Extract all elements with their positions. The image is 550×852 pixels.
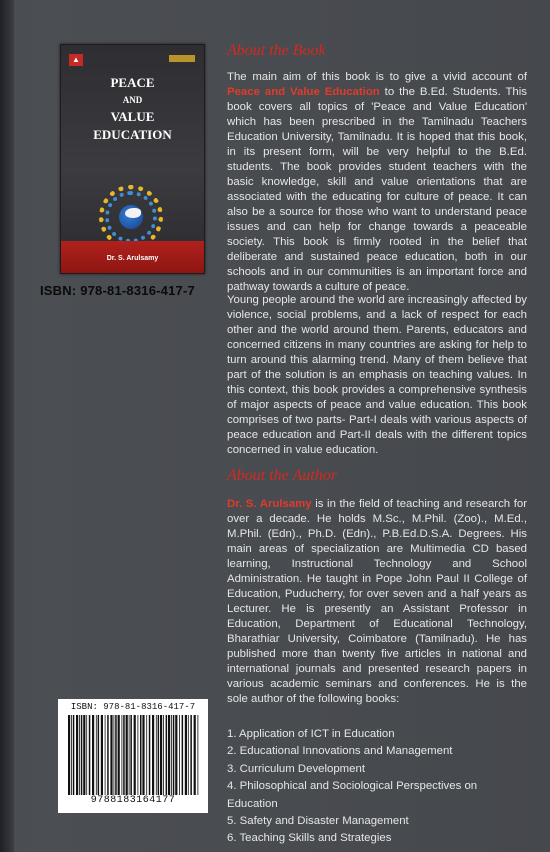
p1-post: to the B.Ed. Students. This book covers all topics of 'Peace and Value Education' which has been prescribed in the Tamilnadu Teachers Education University, Tamilnadu. It is hoped that this book, in its present form, will be very helpful to the B.Ed. students. The book provides student teachers with the basic knowledge, skill and value orientations that are associated with the educating for culture of peace. It can also be a source for those who want to understand peace issues and can help for change towards a peaceable society. This book is firmly rooted in the belief that deliberate and sustained peace education, both in our schools and in our communities is an important force and pathway towards a culture of peace.: [227, 86, 527, 293]
list-item: 3. Curriculum Development: [227, 762, 366, 775]
author-bio: is in the field of teaching and research for over a decade. He holds M.Sc., M.Phil. (Zoo)., M.Ed., M.Phil. (Edn)., Ph.D. (Edn)., P.B.Ed.D.S.A. Degrees. His main areas of specialization are Multimedia CD based learning, Instructional Technology and School Administration. He taught in Pope John Paul II College of Education, Puducherry, for over seven and a half years as Lecturer. He is presently an Assistant Professor in Education, Department of Educational Technology, Bharathiar University, Coimbatore (Tamilnadu). He has published more than twenty five articles in national and international journals and presented research papers in various academic seminars and conferences. He is the sole author of the following books:: [227, 498, 527, 705]
about-author-paragraph: [227, 497, 527, 707]
list-item: 4. Philosophical and Sociological Perspectives on Education: [227, 780, 478, 810]
about-author-heading: About the Author: [227, 467, 337, 484]
dove-icon: [125, 208, 141, 218]
thumb-title-line-3: VALUE: [110, 109, 155, 124]
barcode-number: 9788183164177: [90, 795, 176, 806]
barcode-icon: [66, 715, 200, 795]
author-name: Dr. S. Arulsamy: [227, 498, 312, 510]
spine-shadow: [0, 0, 14, 852]
list-item: 6. Teaching Skills and Strategies: [227, 832, 392, 845]
barcode-box: [58, 699, 208, 813]
isbn-label: ISBN: 978-81-8316-417-7: [40, 283, 195, 298]
about-book-paragraph-2: Young people around the world are increasingly affected by violence, social problems, and a lack of respect for each other and the world around them. Parents, educators and concerned citizens in many countries are asking for help to turn around this alarming trend. Many of them believe that part of the solution is an emphasis on teaching values. In this context, this book provides a comprehensive synthesis of major aspects of peace and value education. This book comprises of two parts- Part-I deals with various aspects of peace education and Part-II deals with the different topics concerned in value education.: [227, 294, 527, 456]
barcode-isbn: ISBN: 978-81-8316-417-7: [70, 702, 196, 712]
publisher-logo-icon: ▲: [69, 54, 83, 66]
p1-pre: The main aim of this book is to give a vivid account of: [227, 71, 527, 83]
about-book-heading: About the Book: [227, 42, 326, 59]
publisher-badge: [169, 55, 195, 62]
thumb-title-line-2: AND: [122, 95, 143, 105]
list-item: 1. Application of ICT in Education: [227, 728, 395, 740]
list-item: 2. Educational Innovations and Management: [227, 745, 453, 758]
thumb-title-line-1: PEACE: [110, 75, 155, 90]
thumb-title-line-4: EDUCATION: [93, 127, 172, 142]
about-book-paragraph-1: [227, 70, 527, 295]
front-cover-thumbnail: [60, 44, 205, 274]
p1-highlight: Peace and Value Education: [227, 86, 380, 98]
list-item: 5. Safety and Disaster Management: [227, 815, 409, 828]
books-list: [227, 726, 527, 848]
thumb-author: Dr. S. Arulsamy: [106, 255, 159, 262]
